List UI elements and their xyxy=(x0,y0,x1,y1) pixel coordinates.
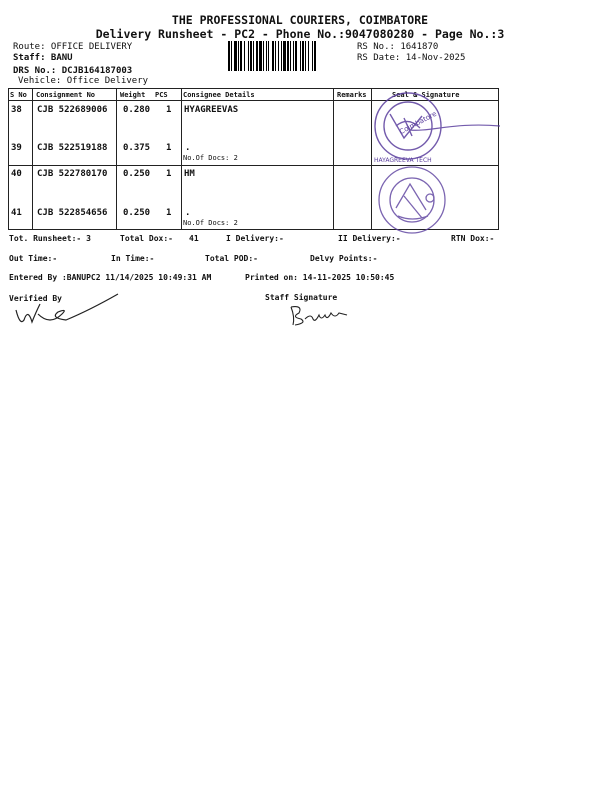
rs-date: RS Date: 14-Nov-2025 xyxy=(357,53,466,63)
rs-number: RS No.: 1641870 xyxy=(357,42,439,52)
row-pcs: 1 xyxy=(166,208,172,218)
company-title: THE PROFESSIONAL COURIERS, COIMBATORE xyxy=(171,13,429,27)
header-pcs: PCS xyxy=(155,91,168,99)
row-pcs: 1 xyxy=(166,105,172,115)
row-sno: 38 xyxy=(11,105,22,115)
row-pcs: 1 xyxy=(166,143,172,153)
row-weight: 0.250 xyxy=(123,169,151,179)
row-consignee: . xyxy=(185,208,191,218)
row-docs: No.Of Docs: 2 xyxy=(183,154,238,162)
header-seal-signature: Seal & Signature xyxy=(392,91,460,99)
barcode-icon xyxy=(228,41,350,71)
svg-text:HAYAGREEVA TECH: HAYAGREEVA TECH xyxy=(374,157,432,164)
total-dox-label: Total Dox:- xyxy=(120,234,173,243)
header-consignee: Consignee Details xyxy=(183,91,255,99)
row-consignee: HM xyxy=(184,169,195,179)
row-consignment: CJB 522854656 xyxy=(37,208,108,218)
out-time: Out Time:- xyxy=(9,254,58,263)
verified-signature-icon xyxy=(10,290,120,330)
row-consignee: . xyxy=(185,143,191,153)
svg-text:Coimbatore: Coimbatore xyxy=(398,109,438,136)
row-weight: 0.280 xyxy=(123,105,151,115)
staff-label: Staff: BANU xyxy=(13,53,73,63)
header-consignment: Consignment No xyxy=(36,91,96,99)
header-remarks: Remarks xyxy=(337,91,367,99)
entered-by: Entered By :BANUPC2 11/14/2025 10:49:31 AM xyxy=(9,273,212,282)
row-sno: 41 xyxy=(11,208,22,218)
row-sno: 39 xyxy=(11,143,22,153)
row-consignee: HYAGREEVAS xyxy=(184,105,239,115)
row-consignment: CJB 522689006 xyxy=(37,105,108,115)
row-consignment: CJB 522519188 xyxy=(37,143,108,153)
row-pcs: 1 xyxy=(166,169,172,179)
staff-signature-label: Staff Signature xyxy=(265,293,338,302)
tot-runsheet: Tot. Runsheet:- 3 xyxy=(9,234,91,243)
staff-signature-icon xyxy=(285,303,350,329)
vehicle-label: Vehicle: Office Delivery xyxy=(18,76,149,86)
printed-on: Printed on: 14-11-2025 10:50:45 xyxy=(245,273,395,282)
row-weight: 0.250 xyxy=(123,208,151,218)
route-label: Route: OFFICE DELIVERY xyxy=(13,42,133,52)
header-sno: S No xyxy=(10,91,27,99)
delvy-points: Delvy Points:- xyxy=(310,254,378,263)
total-dox-value: 41 xyxy=(189,234,199,243)
row-consignment: CJB 522780170 xyxy=(37,169,108,179)
row-weight: 0.375 xyxy=(123,143,151,153)
i-delivery: I Delivery:- xyxy=(226,234,284,243)
verified-by-label: Verified By xyxy=(9,294,62,303)
runsheet-subtitle: Delivery Runsheet - PC2 - Phone No.:9047080280 - Page No.:3 xyxy=(95,27,505,41)
rtn-dox: RTN Dox:- xyxy=(451,234,495,243)
company-stamp-2 xyxy=(368,160,463,240)
row-sno: 40 xyxy=(11,169,22,179)
in-time: In Time:- xyxy=(111,254,155,263)
header-weight: Weight xyxy=(120,91,146,99)
ii-delivery: II Delivery:- xyxy=(338,234,401,243)
row-docs: No.Of Docs: 2 xyxy=(183,219,238,227)
drs-number: DRS No.: DCJB164187003 xyxy=(13,66,133,76)
total-pod: Total POD:- xyxy=(205,254,258,263)
company-stamp-1 xyxy=(360,86,505,166)
